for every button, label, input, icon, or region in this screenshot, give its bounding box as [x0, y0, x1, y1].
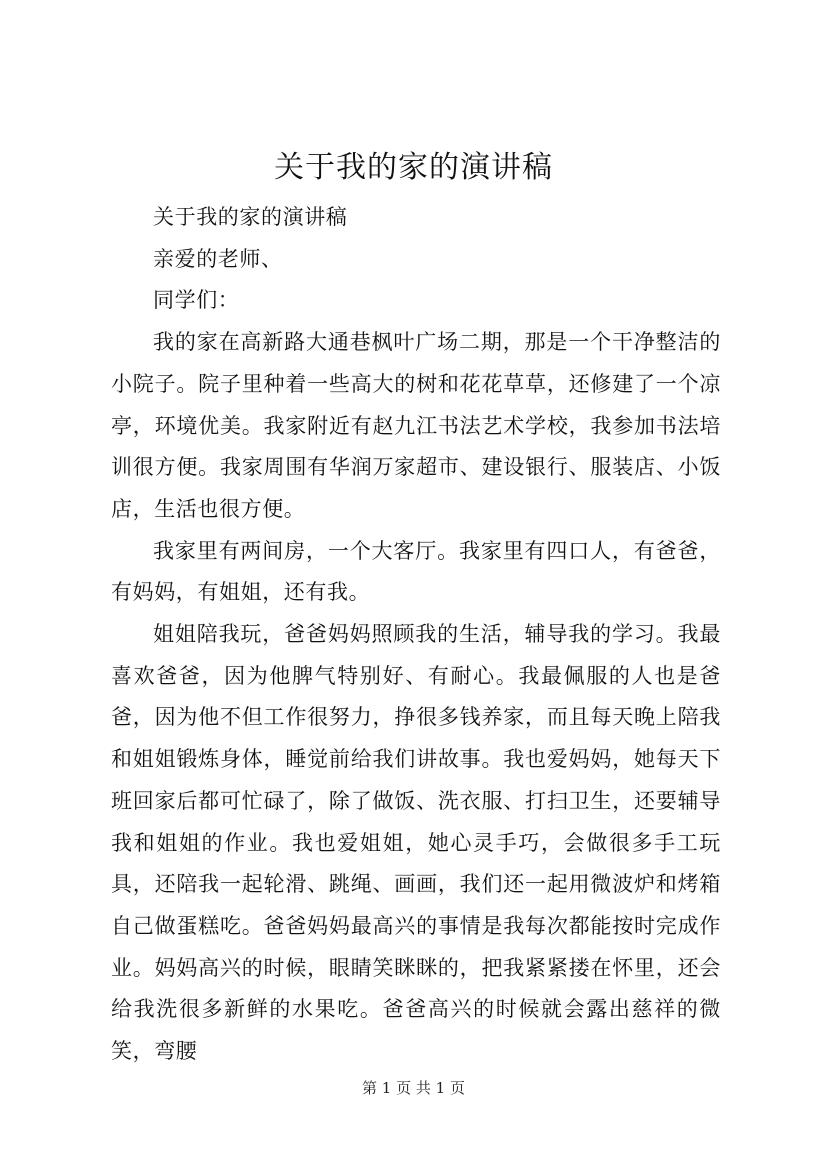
paragraph-subtitle: 关于我的家的演讲稿: [153, 205, 348, 229]
document-title: 关于我的家的演讲稿: [274, 150, 553, 185]
document-body: [111, 197, 721, 1073]
page-footer: 第 1 页 共 1 页: [362, 1079, 465, 1097]
paragraph-family-members: 我家里有两间房，一个大客厅。我家里有四口人，有爸爸，有妈妈，有姐姐，还有我。: [111, 538, 721, 605]
paragraph-home-location: 我的家在高新路大通巷枫叶广场二期，那是一个干净整洁的小院子。院子里种着一些高大的树和花花草草，还修建了一个凉亭，环境优美。我家附近有赵九江书法艺术学校，我参加书法培训很方便。我家周围有华润万家超市、建设银行、服装店、小饭店，生活也很方便。: [111, 330, 721, 521]
paragraph-salutation-2: 同学们：: [153, 288, 240, 313]
paragraph-family-life: 姐姐陪我玩，爸爸妈妈照顾我的生活，辅导我的学习。我最喜欢爸爸，因为他脾气特别好、有耐心。我最佩服的人也是爸爸，因为他不但工作很努力，挣很多钱养家，而且每天晚上陪我和姐姐锻炼身体，睡觉前给我们讲故事。我也爱妈妈，她每天下班回家后都可忙碌了，除了做饭、洗衣服、打扫卫生，还要辅导我和姐姐的作业。我也爱姐姐，她心灵手巧，会做很多手工玩具，还陪我一起轮滑、跳绳、画画，我们还一起用微波炉和烤箱自己做蛋糕吃。爸爸妈妈最高兴的事情是我每次都能按时完成作业。妈妈高兴的时候，眼睛笑眯眯的，把我紧紧搂在怀里，还会给我洗很多新鲜的水果吃。爸爸高兴的时候就会露出慈祥的微笑，弯腰: [111, 622, 721, 1064]
paragraph-salutation: 亲爱的老师、: [153, 246, 283, 271]
